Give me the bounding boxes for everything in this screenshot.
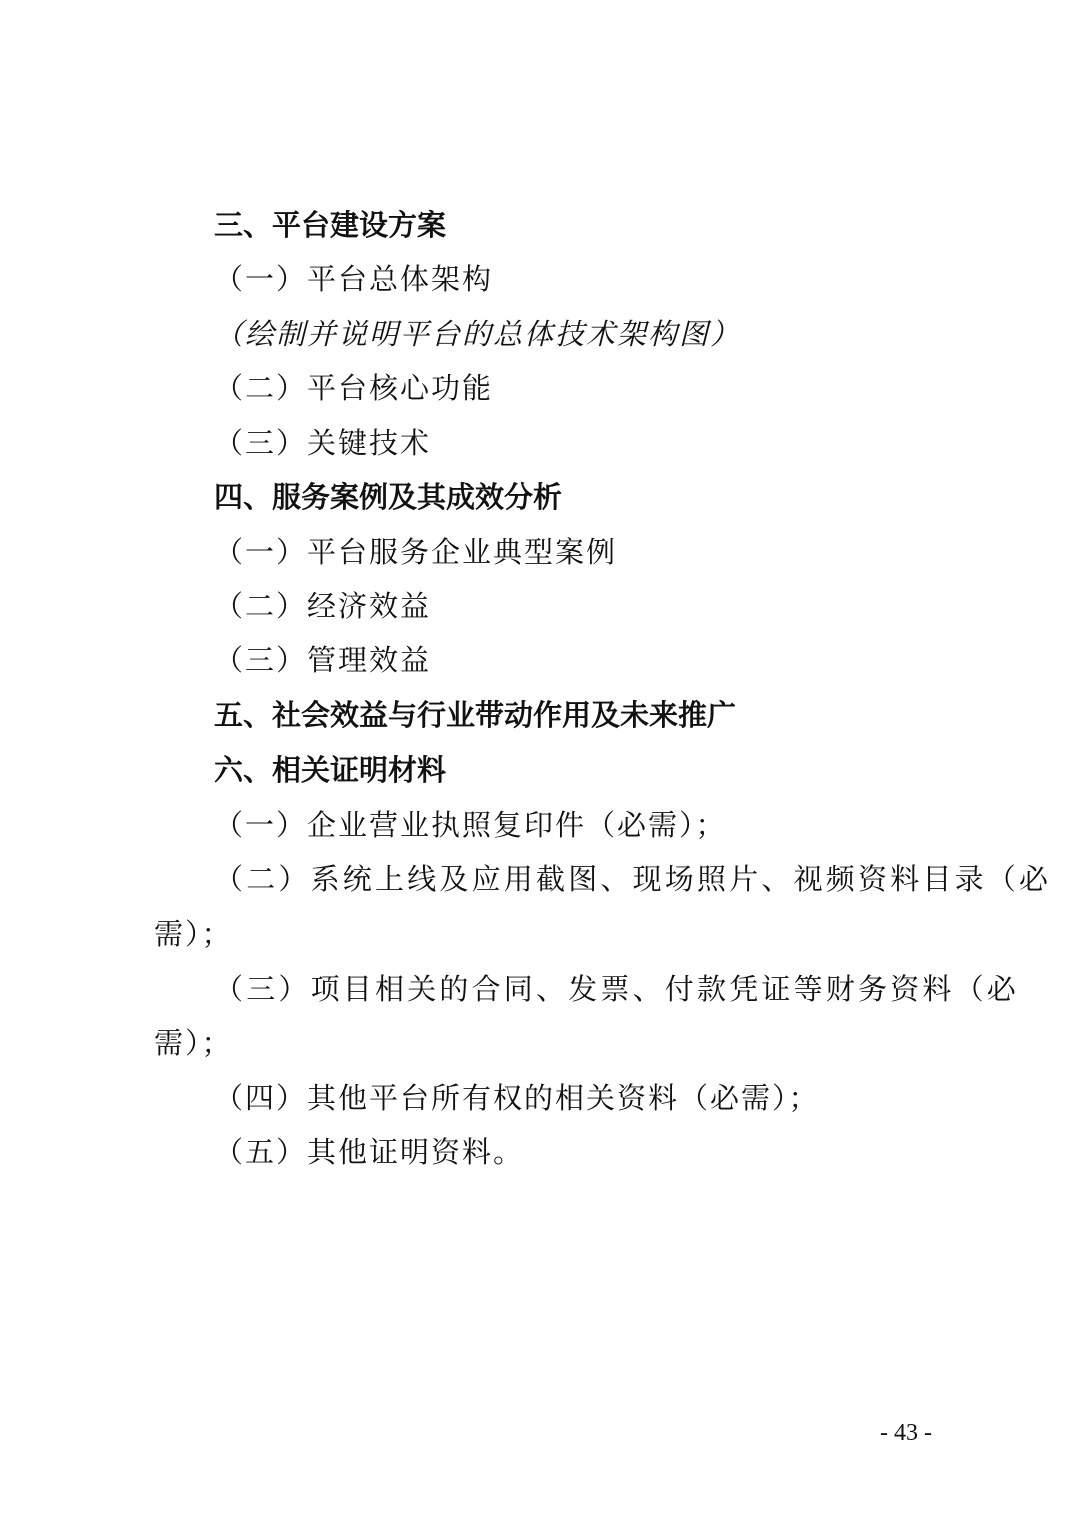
list-item-3-line-1: （三）项目相关的合同、发票、付款凭证等财务资料（必 [214, 972, 1020, 1006]
list-item-5: （五）其他证明资料。 [214, 1135, 525, 1169]
section-heading-3: 三、平台建设方案 [214, 208, 447, 242]
subsection-4-3: （三）管理效益 [214, 643, 432, 677]
page-number: - 43 - [880, 1420, 932, 1446]
subsection-3-3: （三）关键技术 [214, 426, 432, 460]
subsection-3-1: （一）平台总体架构 [214, 262, 494, 296]
list-item-3-line-2: 需）； [154, 1026, 233, 1060]
list-item-4: （四）其他平台所有权的相关资料（必需）； [214, 1081, 820, 1115]
section-heading-4: 四、服务案例及其成效分析 [214, 480, 563, 514]
subsection-4-2: （二）经济效益 [214, 589, 432, 623]
section-heading-5: 五、社会效益与行业带动作用及未来推广 [214, 698, 737, 732]
list-item-1: （一）企业营业执照复印件（必需）； [214, 808, 727, 842]
list-item-2-line-2: 需）； [154, 917, 233, 951]
section-heading-6: 六、相关证明材料 [214, 753, 447, 787]
subsection-3-2: （二）平台核心功能 [214, 371, 494, 405]
list-item-2-line-1: （二）系统上线及应用截图、现场照片、视频资料目录（必 [214, 862, 1052, 896]
subsection-4-1: （一）平台服务企业典型案例 [214, 535, 618, 569]
instruction-note: （绘制并说明平台的总体技术架构图） [214, 317, 742, 351]
